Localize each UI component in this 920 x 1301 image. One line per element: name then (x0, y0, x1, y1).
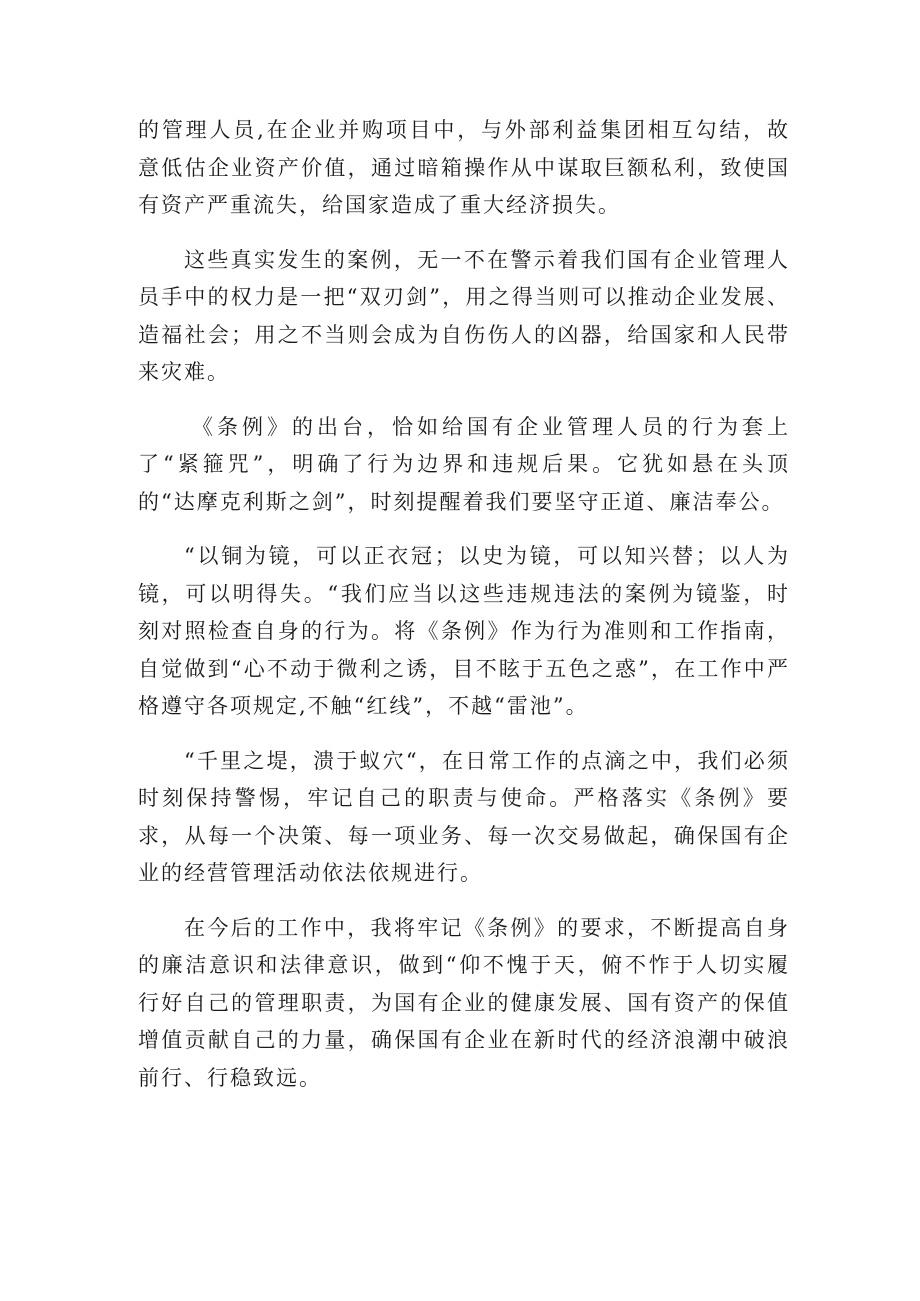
paragraph-5: “千里之堤，溃于蚁穴“，在日常工作的点滴之中，我们必须时刻保持警惕，牢记自己的职责与使命。严格落实《条例》要求，从每一个决策、每一项业务、每一次交易做起，确保国有企业的经营管理活动依法依规进行。 (138, 748, 790, 885)
document-body (138, 112, 790, 1114)
paragraph-3: 《条例》的出台，恰如给国有企业管理人员的行为套上了“紧箍咒”，明确了行为边界和违规后果。它犹如悬在头顶的“达摩克利斯之剑”，时刻提醒着我们要坚守正道、廉洁奉公。 (138, 414, 790, 514)
paragraph-2: 这些真实发生的案例，无一不在警示着我们国有企业管理人员手中的权力是一把“双刃剑”，用之得当则可以推动企业发展、造福社会；用之不当则会成为自伤伤人的凶器，给国家和人民带来灾难。 (138, 247, 790, 384)
paragraph-6: 在今后的工作中，我将牢记《条例》的要求，不断提高自身的廉洁意识和法律意识，做到“仰不愧于天，俯不怍于人切实履行好自己的管理职责，为国有企业的健康发展、国有资产的保值增值贡献自己的力量，确保国有企业在新时代的经济浪潮中破浪前行、行稳致远。 (138, 915, 790, 1090)
paragraph-4: “以铜为镜，可以正衣冠；以史为镜，可以知兴替；以人为镜，可以明得失。“我们应当以这些违规违法的案例为镜鉴，时刻对照检查自身的行为。将《条例》作为行为准则和工作指南，自觉做到“心不动于微利之诱，目不眩于五色之惑”，在工作中严格遵守各项规定,不触“红线”，不越“雷池”。 (138, 544, 790, 718)
paragraph-1: 的管理人员,在企业并购项目中，与外部利益集团相互勾结，故意低估企业资产价值，通过暗箱操作从中谋取巨额私利，致使国有资产严重流失，给国家造成了重大经济损失。 (138, 118, 790, 217)
